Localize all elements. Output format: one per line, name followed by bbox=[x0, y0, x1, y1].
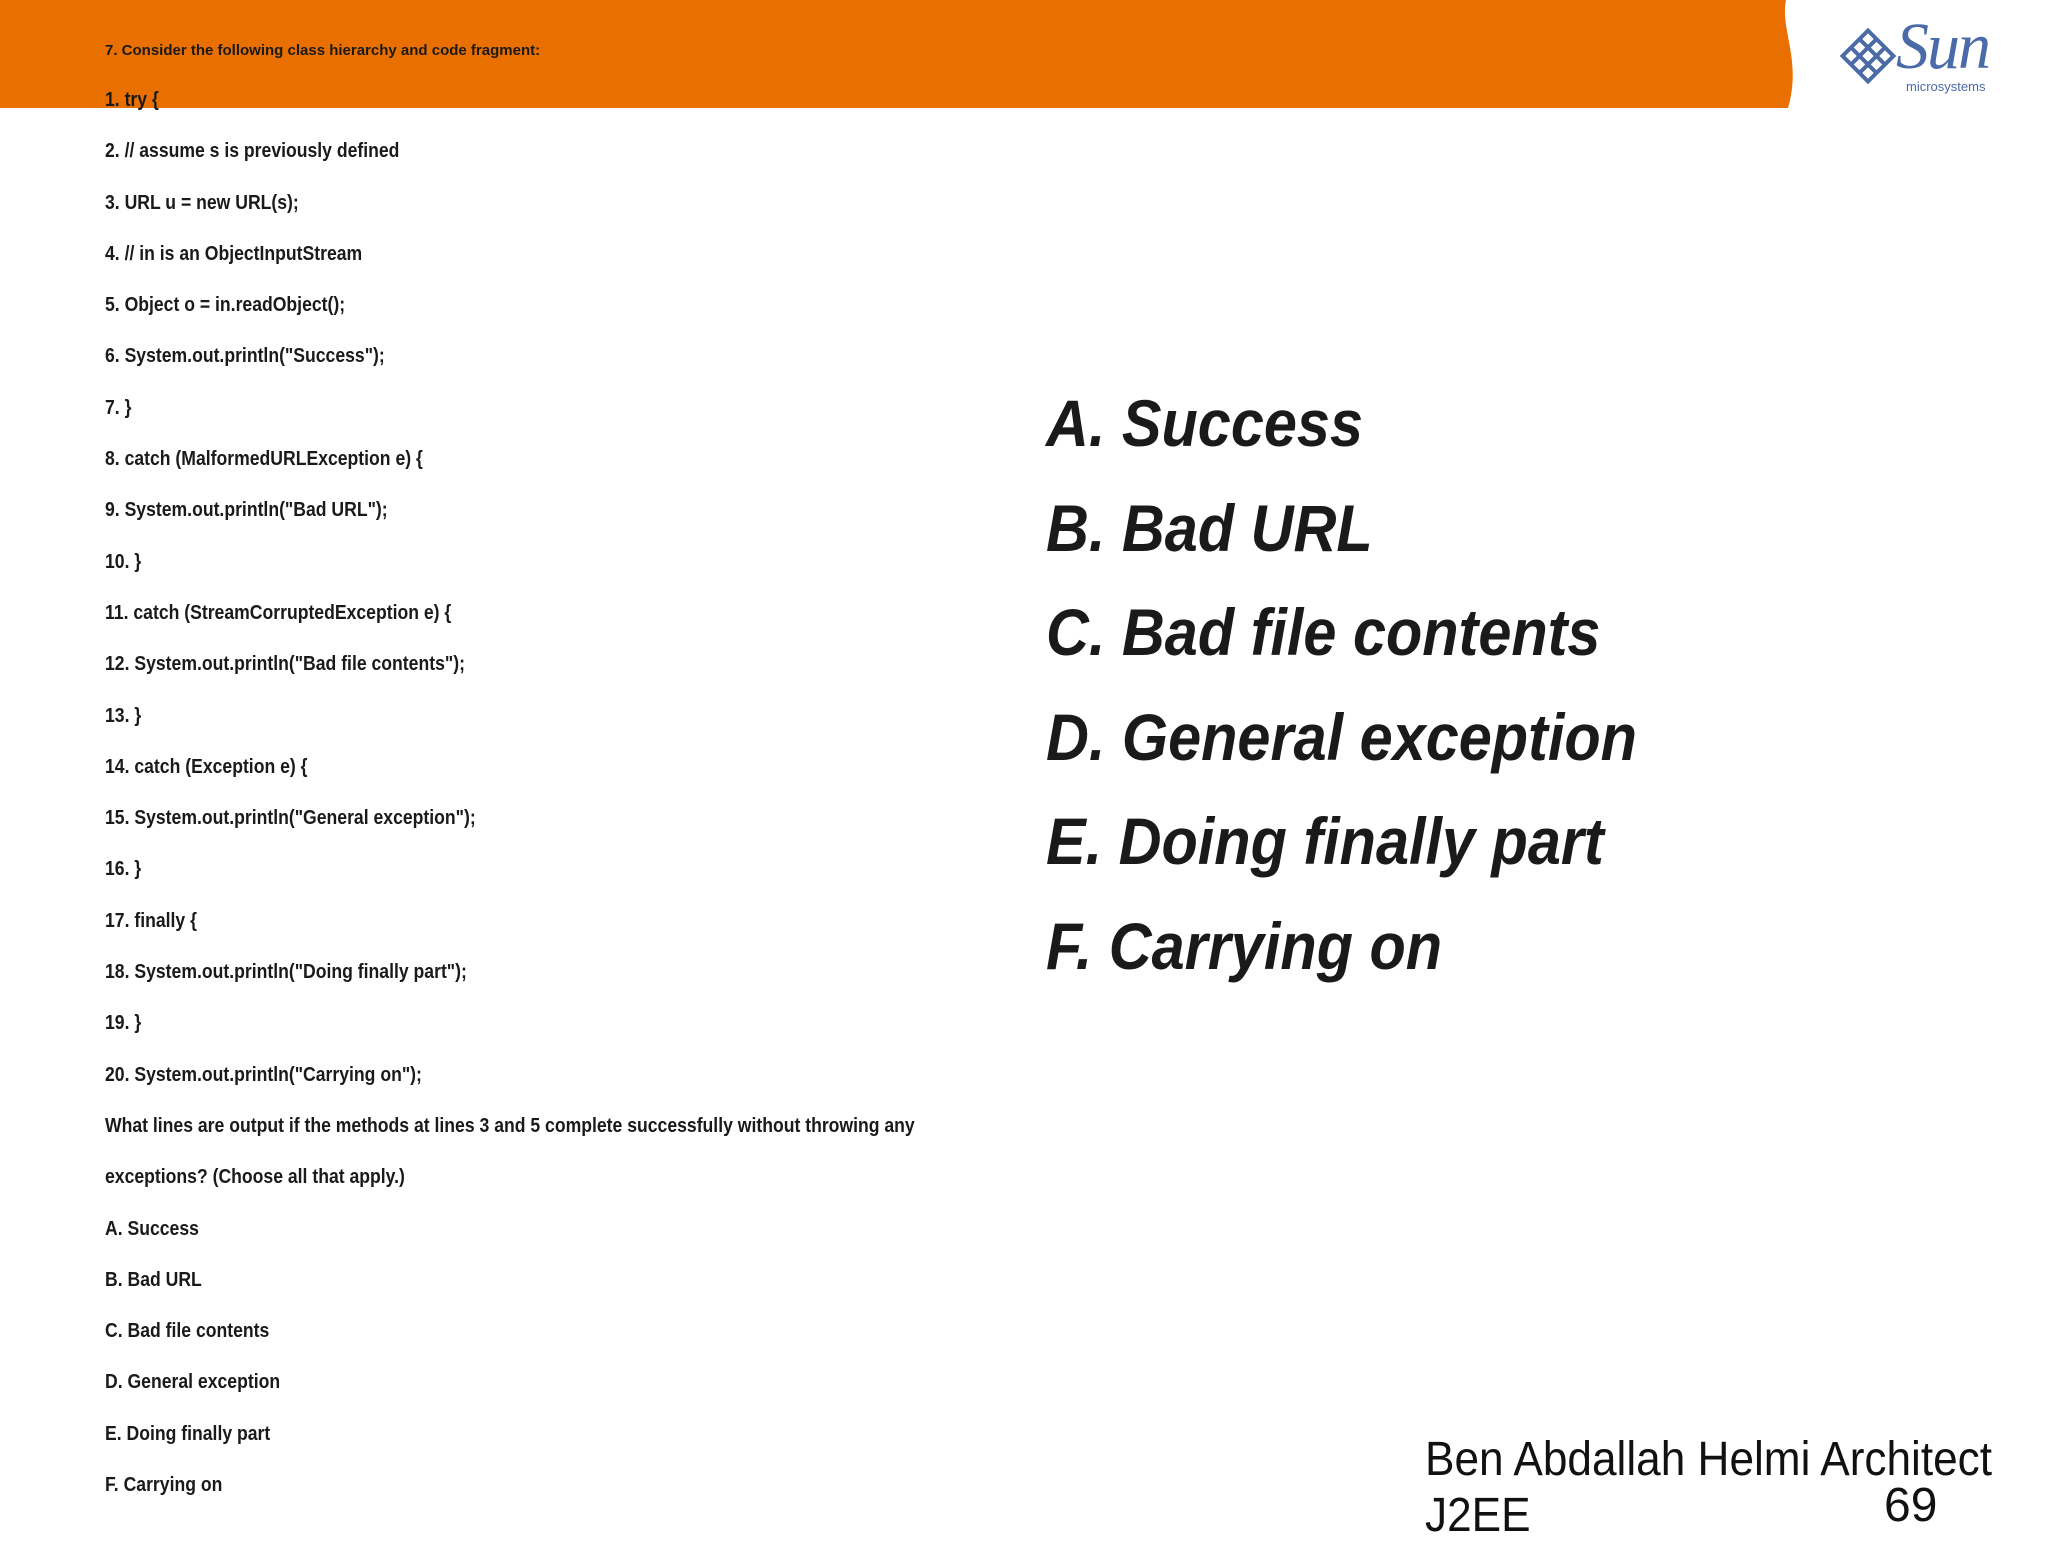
code-line: 3. URL u = new URL(s); bbox=[105, 191, 299, 214]
logo-word: Sun bbox=[1896, 10, 1989, 83]
option-text: F. Carrying on bbox=[105, 1474, 223, 1497]
code-line: 8. catch (MalformedURLException e) { bbox=[105, 448, 423, 471]
option-text: A. Success bbox=[105, 1217, 199, 1240]
question-heading: 7. Consider the following class hierarchy and code fragment: bbox=[105, 42, 541, 59]
question-text: What lines are output if the methods at lines 3 and 5 complete successfully without throwing any bbox=[105, 1114, 915, 1137]
code-line: 10. } bbox=[105, 550, 142, 573]
code-line: 1. try { bbox=[105, 89, 159, 111]
code-line: 20. System.out.println("Carrying on"); bbox=[105, 1063, 422, 1086]
code-listing bbox=[105, 86, 1025, 1522]
sun-microsystems-logo bbox=[1838, 10, 2008, 104]
question-text: exceptions? (Choose all that apply.) bbox=[105, 1166, 405, 1189]
code-line: 9. System.out.println("Bad URL"); bbox=[105, 499, 388, 522]
code-line: 5. Object o = in.readObject(); bbox=[105, 294, 346, 317]
code-line: 6. System.out.println("Success"); bbox=[105, 345, 385, 368]
option-text: E. Doing finally part bbox=[105, 1422, 271, 1445]
answer-choice-e: E. Doing finally part bbox=[1046, 804, 1604, 879]
page-number: 69 bbox=[1884, 1479, 1938, 1532]
code-line: 14. catch (Exception e) { bbox=[105, 755, 308, 778]
option-text: D. General exception bbox=[105, 1371, 281, 1394]
answer-choice-b: B. Bad URL bbox=[1046, 490, 1373, 565]
answer-choice-f: F. Carrying on bbox=[1046, 908, 1443, 983]
answer-choice-a: A. Success bbox=[1046, 386, 1363, 460]
option-text: C. Bad file contents bbox=[105, 1320, 270, 1343]
logo-subtitle: microsystems bbox=[1906, 79, 1986, 94]
code-line: 15. System.out.println("General exception"); bbox=[105, 807, 476, 830]
author-line-1: Ben Abdallah Helmi Architect bbox=[1425, 1433, 1993, 1486]
answer-choice-d: D. General exception bbox=[1046, 699, 1637, 774]
code-line: 13. } bbox=[105, 704, 142, 727]
code-line: 7. } bbox=[105, 396, 132, 419]
author-line-2: J2EE bbox=[1425, 1489, 1531, 1542]
code-line: 4. // in is an ObjectInputStream bbox=[105, 242, 363, 265]
code-line: 12. System.out.println("Bad file contents"); bbox=[105, 653, 465, 676]
answer-choices bbox=[1046, 378, 1703, 1006]
option-text: B. Bad URL bbox=[105, 1268, 202, 1291]
sun-diamond-logo-icon bbox=[1838, 26, 1898, 86]
code-line: 2. // assume s is previously defined bbox=[105, 140, 400, 163]
code-line: 16. } bbox=[105, 858, 142, 881]
code-line: 18. System.out.println("Doing finally part"); bbox=[105, 961, 467, 984]
code-line: 19. } bbox=[105, 1012, 142, 1035]
answer-choice-c: C. Bad file contents bbox=[1046, 595, 1601, 670]
code-line: 11. catch (StreamCorruptedException e) { bbox=[105, 601, 452, 624]
code-line: 17. finally { bbox=[105, 909, 197, 932]
